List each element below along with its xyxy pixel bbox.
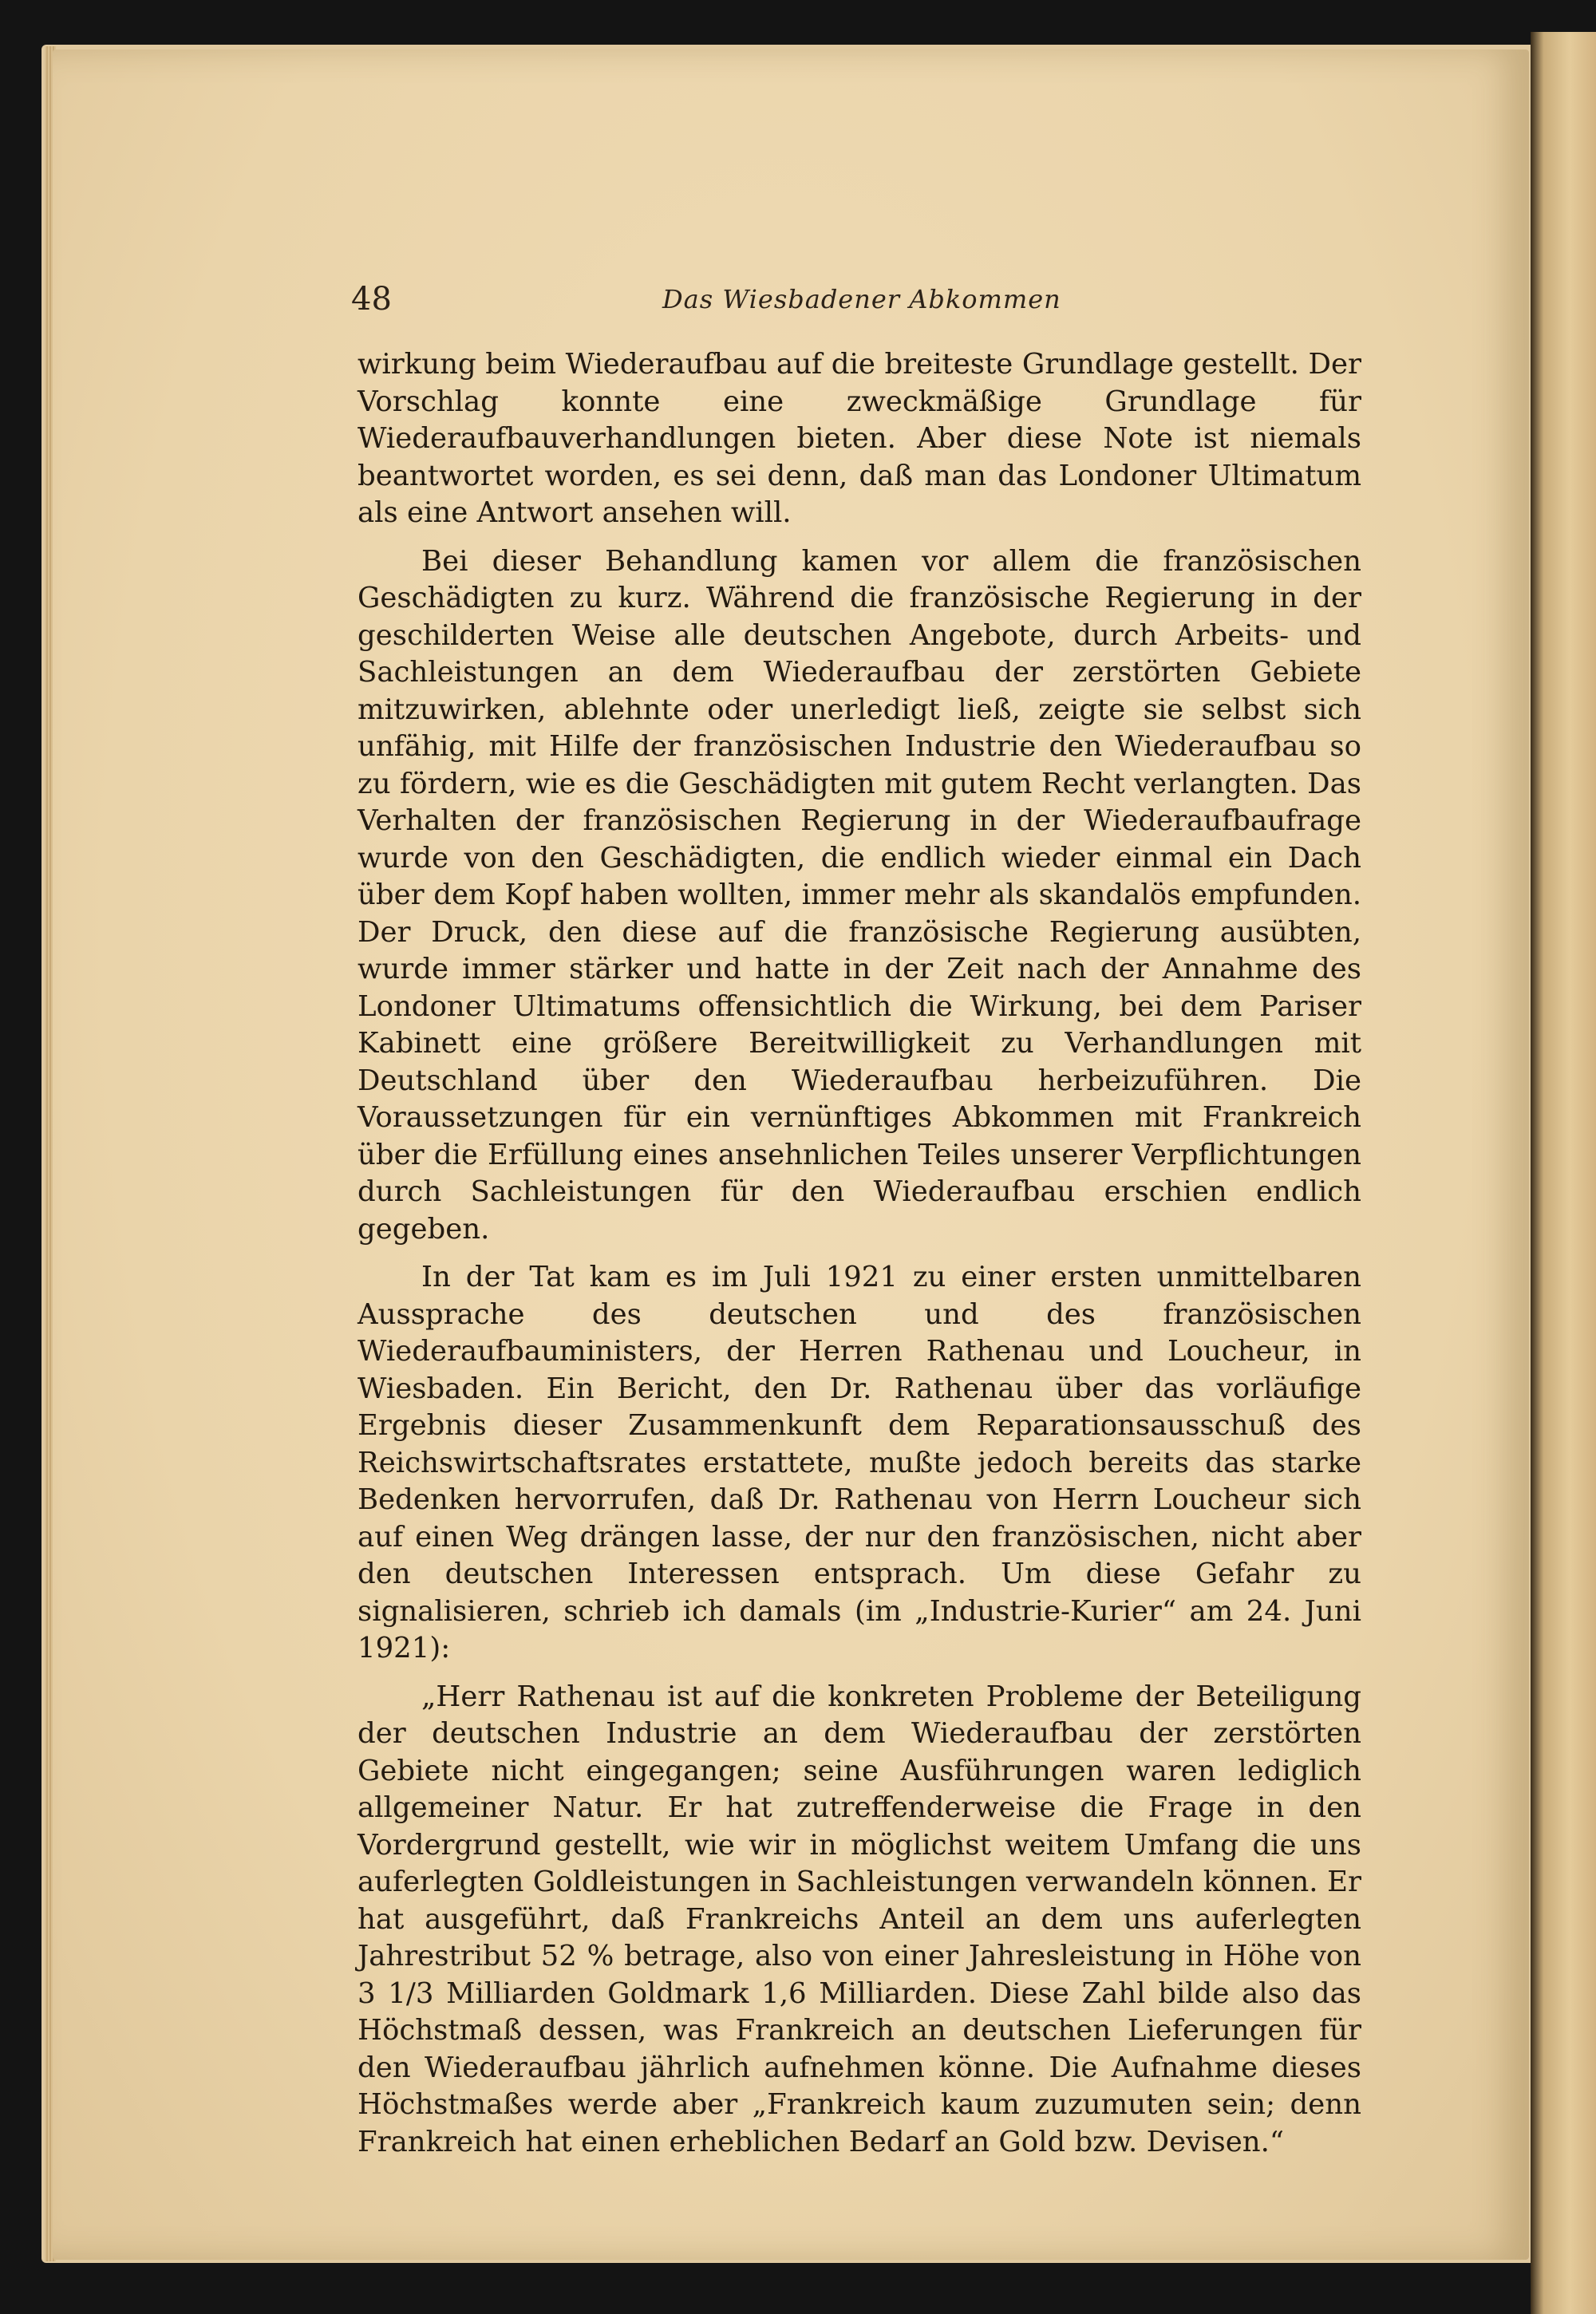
facing-page-edge — [1531, 32, 1596, 2314]
page-number: 48 — [351, 281, 392, 318]
running-title: Das Wiesbadener Abkommen — [662, 284, 1061, 314]
paragraph: In der Tat kam es im Juli 1921 zu einer ersten unmittelbaren Aussprache des deutschen und des französischen Wiederaufbauministers, der Herren Rathenau und Loucheur, in Wiesbaden. Ein Bericht, den Dr. Rathenau über das vorläufige Ergebnis dieser Zusammenkunft dem Reparationsausschuß des Reichswirtschaftsrates erstattete, mußte jedoch bereits das starke Bedenken hervorrufen, daß Dr. Rathenau von Herrn Loucheur sich auf einen Weg drängen lasse, der nur den französischen, nicht aber den deutschen Interessen entsprach. Um diese Gefahr zu signalisieren, schrieb ich damals (im „Industrie-Kurier“ am 24. Juni 1921): — [358, 1261, 1361, 1664]
body-text — [358, 346, 1361, 2172]
page-header — [351, 281, 1484, 329]
paragraph: wirkung beim Wiederaufbau auf die breiteste Grundlage gestellt. Der Vorschlag konnte eine zweckmäßige Grundlage für Wiederaufbauverhandlungen bieten. Aber diese Note ist niemals beantwortet worden, es sei denn, daß man das Londoner Ultimatum als eine Antwort ansehen will. — [358, 348, 1361, 529]
paragraph: Bei dieser Behandlung kamen vor allem die französischen Geschädigten zu kurz. Während die französische Regierung in der geschilderten Weise alle deutschen Angebote, durch Arbeits- und Sachleistungen an dem Wiederaufbau der zerstörten Gebiete mitzuwirken, ablehnte oder unerledigt ließ, zeigte sie selbst sich unfähig, mit Hilfe der französischen Industrie den Wiederaufbau so zu fördern, wie es die Geschädigten mit gutem Recht verlangten. Das Verhalten der französischen Regierung in der Wiederaufbaufrage wurde von den Geschädigten, die endlich wieder einmal ein Dach über dem Kopf haben wollten, immer mehr als skandalös empfunden. Der Druck, den diese auf die französische Regierung ausübten, wurde immer stärker und hatte in der Zeit nach der Annahme des Londoner Ultimatums offensichtlich die Wirkung, bei dem Pariser Kabinett eine größere Bereitwilligkeit zu Verhandlungen mit Deutschland über den Wiederaufbau herbeizuführen. Die Voraussetzungen für ein vernünftiges Abkommen mit Frankreich über die Erfüllung eines ansehnlichen Teiles unserer Verpflichtungen durch Sachleistungen für den Wiederaufbau erschien endlich gegeben. — [358, 544, 1361, 1246]
quote-paragraph: „Herr Rathenau ist auf die konkreten Probleme der Beteiligung der deutschen Industrie an dem Wiederaufbau der zerstörten Gebiete nicht eingegangen; seine Ausführungen waren lediglich allgemeiner Natur. Er hat zutreffenderweise die Frage in den Vordergrund gestellt, wie wir in möglichst weitem Umfang die uns auferlegten Goldleistungen in Sachleistungen verwandeln können. Er hat ausgeführt, daß Frankreichs Anteil an dem uns auferlegten Jahrestribut 52 % betrage, also von einer Jahresleistung in Höhe von 3 1/3 Milliarden Goldmark 1,6 Milliarden. Diese Zahl bilde also das Höchstmaß dessen, was Frankreich an deutschen Lieferungen für den Wiederaufbau jährlich aufnehmen könne. Die Aufnahme dieses Höchstmaßes werde aber „Frankreich kaum zuzumuten sein; denn Frankreich hat einen erheblichen Bedarf an Gold bzw. Devisen.“ — [358, 1680, 1361, 2158]
